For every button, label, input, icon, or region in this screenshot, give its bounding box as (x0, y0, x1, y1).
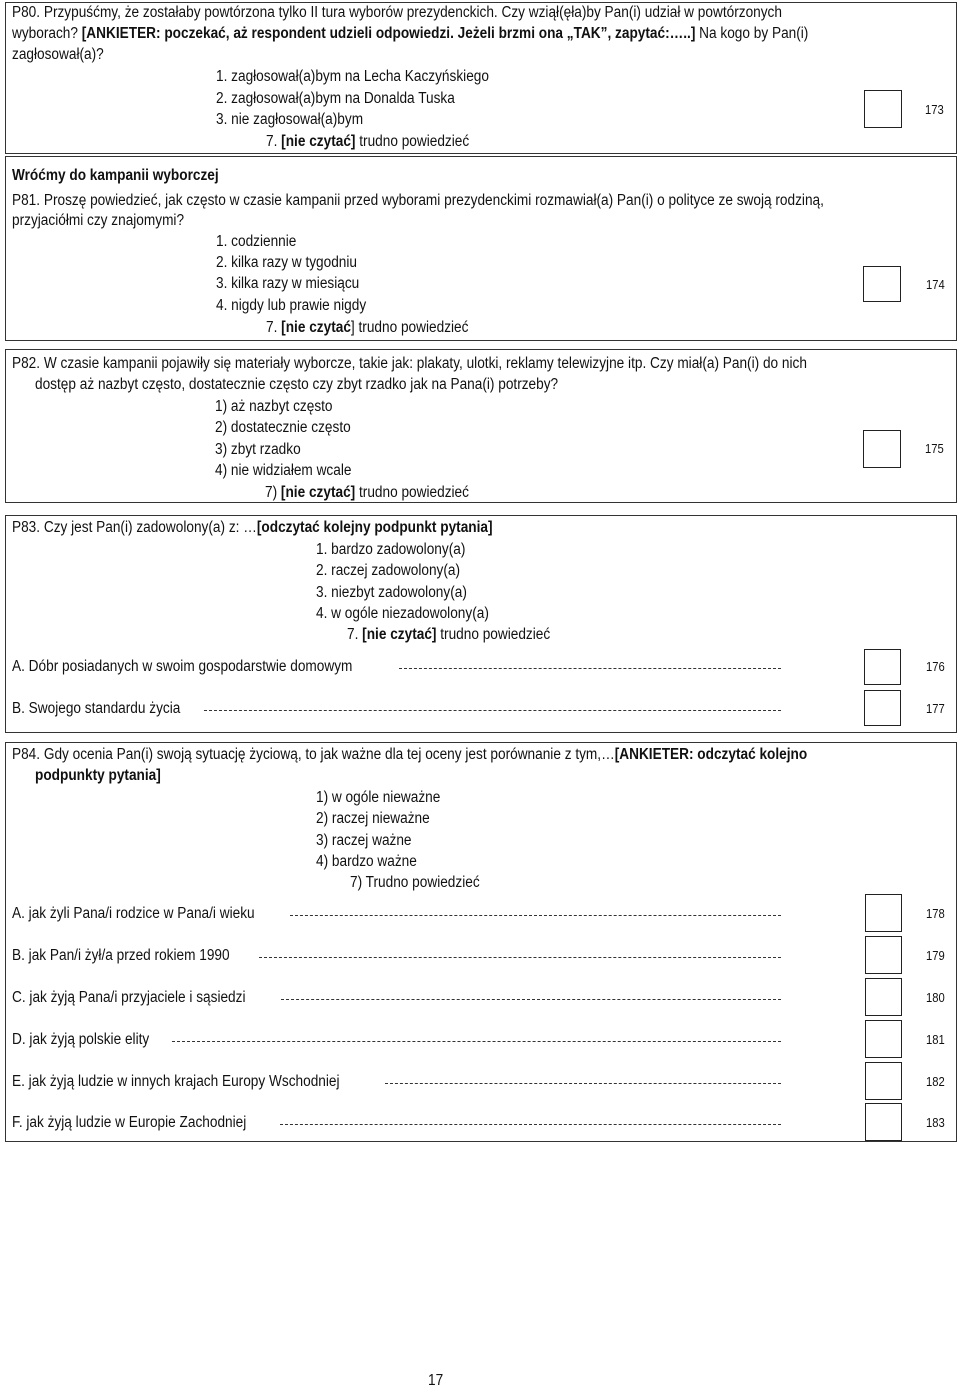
p84-item-f-leader (280, 1124, 781, 1125)
p83-option-7: 7. [nie czytać] trudno powiedzieć (347, 626, 551, 643)
p84-item-e-leader (385, 1083, 781, 1084)
p84-item-e-label: E. jak żyją ludzie w innych krajach Europy Wschodniej (12, 1073, 340, 1090)
p82-option-2: 2) dostatecznie często (215, 419, 351, 436)
p84-question-line-1: P84. Gdy ocenia Pan(i) swoją sytuację życiową, to jak ważne dla tej oceny jest porównanie z tym,…[ANKIETER: odczytać kolejno (12, 746, 808, 763)
p81-option-1: 1. codziennie (216, 233, 297, 250)
p80-option-1: 1. zagłosował(a)bym na Lecha Kaczyńskiego (216, 68, 489, 85)
p82-option-1: 1) aż nazbyt często (215, 398, 333, 415)
p84-item-b-leader (259, 957, 781, 958)
p84-item-f-code: 183 (926, 1116, 945, 1130)
p83-item-b-checkbox[interactable] (864, 690, 901, 726)
p83-item-a-checkbox[interactable] (864, 649, 901, 685)
p82-option-3: 3) zbyt rzadko (215, 441, 301, 458)
p83-option-1: 1. bardzo zadowolony(a) (316, 541, 466, 558)
p83-item-b-code: 177 (926, 702, 945, 716)
p83-item-b-label: B. Swojego standardu życia (12, 700, 181, 717)
p84-item-c-leader (281, 999, 781, 1000)
p81-answer-checkbox[interactable] (863, 266, 901, 302)
p80-interviewer-instruction: [ANKIETER: poczekać, aż respondent udzieli odpowiedzi. Jeżeli brzmi ona „TAK”, zapytać:…..] (81, 25, 696, 42)
p84-item-f-checkbox[interactable] (865, 1103, 902, 1141)
p83-option-4: 4. w ogóle niezadowolony(a) (316, 605, 489, 622)
p84-option-1: 1) w ogóle nieważne (316, 789, 441, 806)
p84-item-d-label: D. jak żyją polskie elity (12, 1031, 150, 1048)
p84-item-c-checkbox[interactable] (865, 978, 902, 1016)
p81-option-4: 4. nigdy lub prawie nigdy (216, 297, 367, 314)
p83-item-b-leader (204, 710, 781, 711)
p81-option-7: 7. [nie czytać] trudno powiedzieć (266, 319, 469, 336)
p84-item-c-label: C. jak żyją Pana/i przyjaciele i sąsiedzi (12, 989, 246, 1006)
section-heading: Wróćmy do kampanii wyborczej (12, 167, 219, 184)
page-number: 17 (428, 1372, 444, 1389)
p83-option-2: 2. raczej zadowolony(a) (316, 562, 461, 579)
p80-question-line-2: wyborach? [ANKIETER: poczekać, aż respondent udzieli odpowiedzi. Jeżeli brzmi ona „TAK”, zapytać:…..] Na kogo by Pan(i) (12, 25, 809, 42)
p84-item-c-code: 180 (926, 991, 945, 1005)
p84-interviewer-instruction: [ANKIETER: odczytać kolejno (614, 746, 808, 763)
p81-question-line-1: P81. Proszę powiedzieć, jak często w czasie kampanii przed wyborami prezydenckimi rozmawiał(a) Pan(i) o polityce ze swoją rodziną, (12, 192, 824, 209)
p84-item-a-code: 178 (926, 907, 945, 921)
p83-question-line-1: P83. Czy jest Pan(i) zadowolony(a) z: …[odczytać kolejny podpunkt pytania] (12, 519, 493, 536)
p82-option-7: 7) [nie czytać] trudno powiedzieć (265, 484, 469, 501)
p80-question-line-1: P80. Przypuśćmy, że zostałaby powtórzona tylko II tura wyborów prezydenckich. Czy wziął(ęła)by Pan(i) udział w powtórzonych (12, 4, 782, 21)
p80-option-2: 2. zagłosował(a)bym na Donalda Tuska (216, 90, 455, 107)
p82-question-line-2: dostęp aż nazbyt często, dostatecznie często czy zbyt rzadko jak na Pana(i) potrzeby? (35, 376, 559, 393)
p80-question-line-3: zagłosował(a)? (12, 46, 104, 63)
p80-column-code: 173 (925, 103, 944, 117)
p82-answer-checkbox[interactable] (863, 430, 901, 468)
p81-column-code: 174 (926, 278, 945, 292)
p84-option-7: 7) Trudno powiedzieć (350, 874, 480, 891)
p82-question-line-1: P82. W czasie kampanii pojawiły się materiały wyborcze, takie jak: plakaty, ulotki, reklamy telewizyjne itp. Czy miał(a) Pan(i) do nich (12, 355, 807, 372)
p82-option-4: 4) nie widziałem wcale (215, 462, 352, 479)
p81-option-3: 3. kilka razy w miesiącu (216, 275, 360, 292)
p84-item-a-checkbox[interactable] (865, 894, 902, 932)
p84-item-e-checkbox[interactable] (865, 1062, 902, 1100)
p83-option-3: 3. niezbyt zadowolony(a) (316, 584, 467, 601)
p84-item-b-label: B. jak Pan/i żył/a przed rokiem 1990 (12, 947, 230, 964)
p83-item-a-leader (399, 668, 781, 669)
p84-item-d-code: 181 (926, 1033, 945, 1047)
p84-option-3: 3) raczej ważne (316, 832, 412, 849)
p84-item-d-checkbox[interactable] (865, 1020, 902, 1058)
p82-column-code: 175 (925, 442, 944, 456)
p84-item-a-label: A. jak żyli Pana/i rodzice w Pana/i wieku (12, 905, 255, 922)
p84-item-d-leader (172, 1041, 781, 1042)
p84-option-2: 2) raczej nieważne (316, 810, 430, 827)
p83-interviewer-instruction: [odczytać kolejny podpunkt pytania] (256, 519, 493, 536)
p84-item-b-code: 179 (926, 949, 945, 963)
p83-item-a-code: 176 (926, 660, 945, 674)
p84-question-line-2: podpunkty pytania] (35, 767, 161, 784)
p84-item-a-leader (290, 915, 781, 916)
p80-option-3: 3. nie zagłosował(a)bym (216, 111, 364, 128)
p80-option-7: 7. [nie czytać] trudno powiedzieć (266, 133, 470, 150)
p81-option-2: 2. kilka razy w tygodniu (216, 254, 358, 271)
p84-option-4: 4) bardzo ważne (316, 853, 417, 870)
p80-answer-checkbox[interactable] (864, 90, 902, 128)
p81-question-line-2: przyjaciółmi czy znajomymi? (12, 212, 185, 229)
p84-item-f-label: F. jak żyją ludzie w Europie Zachodniej (12, 1114, 247, 1131)
p83-item-a-label: A. Dóbr posiadanych w swoim gospodarstwie domowym (12, 658, 353, 675)
p84-item-b-checkbox[interactable] (865, 936, 902, 974)
p84-item-e-code: 182 (926, 1075, 945, 1089)
